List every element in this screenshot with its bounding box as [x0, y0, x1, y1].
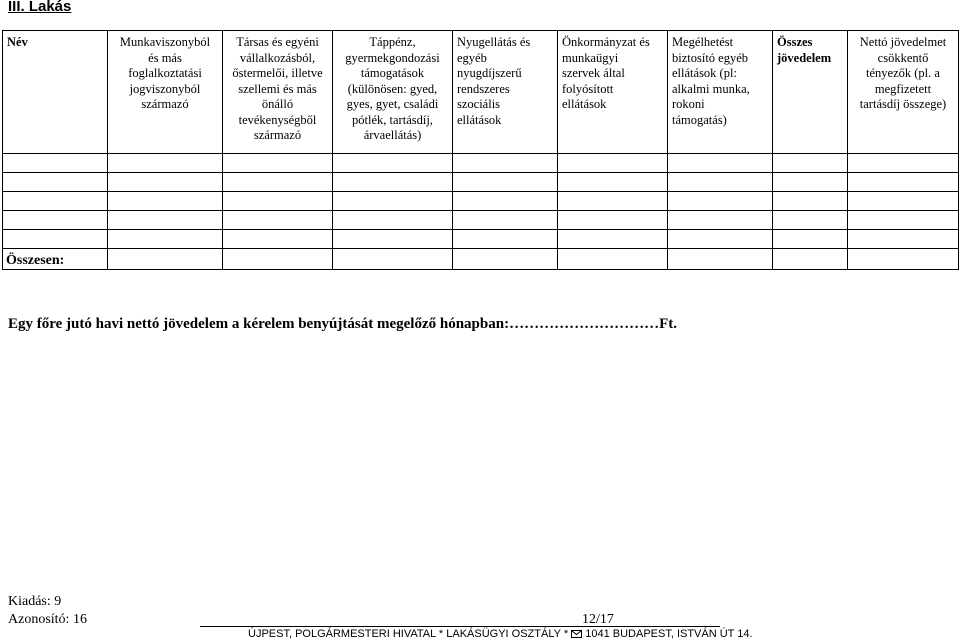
table-cell[interactable]: [558, 192, 668, 211]
header-line: szellemi és más: [238, 81, 317, 96]
total-cell[interactable]: [558, 249, 668, 270]
table-cell[interactable]: [333, 154, 453, 173]
header-line: támogatások: [360, 66, 425, 80]
header-line: rendszeres: [457, 81, 510, 96]
table-cell[interactable]: [223, 154, 333, 173]
table-cell[interactable]: [848, 154, 959, 173]
col-header-deductions: [848, 31, 959, 154]
table-cell[interactable]: [773, 173, 848, 192]
table-cell[interactable]: [333, 230, 453, 249]
table-cell[interactable]: [453, 192, 558, 211]
footer-office: [248, 628, 753, 640]
header-line: Önkormányzat és: [562, 35, 650, 49]
header-line: tevékenységből: [238, 112, 317, 127]
table-cell[interactable]: [558, 154, 668, 173]
table-cell[interactable]: [453, 154, 558, 173]
header-line: Táppénz,: [369, 35, 416, 49]
header-line: jövedelem: [777, 50, 832, 65]
total-cell[interactable]: [773, 249, 848, 270]
issue-number: Kiadás: 9: [8, 594, 62, 609]
header-line: egyéb: [457, 50, 487, 65]
table-cell[interactable]: [668, 230, 773, 249]
header-line: pótlék, tartásdíj,: [352, 112, 433, 127]
table-cell[interactable]: [333, 173, 453, 192]
footer-divider: [200, 626, 720, 627]
table-cell[interactable]: [668, 211, 773, 230]
header-line: Megélhetést: [672, 35, 734, 49]
header-line: biztosító egyéb: [672, 50, 749, 65]
table-cell[interactable]: [773, 211, 848, 230]
table-cell[interactable]: [3, 154, 108, 173]
table-cell[interactable]: [668, 192, 773, 211]
table-row: [3, 230, 959, 249]
col-header-enterprise: [223, 31, 333, 154]
header-line: Név: [7, 35, 28, 49]
table-cell[interactable]: [108, 230, 223, 249]
table-cell[interactable]: [848, 192, 959, 211]
total-cell[interactable]: [108, 249, 223, 270]
table-row: [3, 211, 959, 230]
header-line: foglalkoztatási: [128, 66, 202, 80]
total-cell[interactable]: [223, 249, 333, 270]
footer-address: 1041 BUDAPEST, ISTVÁN ÚT 14.: [585, 628, 753, 640]
header-line: nyugdíjszerű: [457, 66, 522, 80]
header-line: támogatás): [672, 112, 727, 127]
table-row: [3, 192, 959, 211]
section-title: III. Lakás: [8, 0, 72, 15]
header-line: Összes: [777, 35, 813, 49]
header-line: munkaügyi: [562, 50, 619, 65]
table-cell[interactable]: [848, 230, 959, 249]
header-line: rokoni: [672, 97, 705, 111]
col-header-other-support: [668, 31, 773, 154]
table-cell[interactable]: [558, 211, 668, 230]
header-line: és más: [148, 50, 182, 65]
header-line: önálló: [261, 97, 294, 111]
table-row: [3, 173, 959, 192]
table-cell[interactable]: [558, 230, 668, 249]
table-cell[interactable]: [668, 154, 773, 173]
page-number: 12/17: [582, 612, 614, 627]
table-cell[interactable]: [3, 211, 108, 230]
per-capita-income-line: Egy főre jutó havi nettó jövedelem a kérelem benyújtását megelőző hónapban:…………………………Ft.: [8, 316, 677, 332]
table-cell[interactable]: [3, 173, 108, 192]
header-line: Nyugellátás és: [457, 35, 531, 49]
header-line: szervek által: [562, 66, 625, 80]
footer-office-text: ÚJPEST, POLGÁRMESTERI HIVATAL * LAKÁSÜGYI OSZTÁLY *: [248, 628, 569, 640]
header-line: őstermelői, illetve: [232, 66, 323, 80]
table-cell[interactable]: [558, 173, 668, 192]
table-header-row: [3, 31, 959, 154]
col-header-employment: [108, 31, 223, 154]
total-label: Összesen:: [3, 249, 108, 270]
table-cell[interactable]: [223, 230, 333, 249]
table-cell[interactable]: [108, 154, 223, 173]
header-line: gyermekgondozási: [345, 50, 440, 65]
table-cell[interactable]: [453, 211, 558, 230]
table-row: [3, 154, 959, 173]
total-row: [3, 249, 959, 270]
table-cell[interactable]: [453, 173, 558, 192]
document-identifier: Azonosító: 16: [8, 612, 87, 627]
table-cell[interactable]: [3, 230, 108, 249]
total-cell[interactable]: [453, 249, 558, 270]
header-line: árvaellátás): [363, 128, 422, 142]
table-cell[interactable]: [3, 192, 108, 211]
col-header-sick-pay: [333, 31, 453, 154]
table-cell[interactable]: [333, 192, 453, 211]
income-table: [2, 30, 959, 270]
header-line: jogviszonyból: [129, 81, 201, 96]
table-cell[interactable]: [668, 173, 773, 192]
table-cell[interactable]: [223, 173, 333, 192]
header-line: szociális: [457, 97, 501, 111]
header-line: megfizetett: [874, 81, 932, 96]
table-cell[interactable]: [223, 192, 333, 211]
table-cell[interactable]: [108, 192, 223, 211]
header-line: (különösen: gyed,: [347, 81, 438, 96]
header-line: ellátások: [562, 97, 607, 111]
table-cell[interactable]: [773, 154, 848, 173]
total-cell[interactable]: [668, 249, 773, 270]
col-header-municipal: [558, 31, 668, 154]
table-cell[interactable]: [773, 230, 848, 249]
header-line: ellátások: [457, 112, 502, 127]
header-line: alkalmi munka,: [672, 81, 750, 96]
col-header-pension: [453, 31, 558, 154]
header-line: Munkaviszonyból: [119, 35, 211, 49]
table-cell[interactable]: [773, 192, 848, 211]
col-header-name: [3, 31, 108, 154]
header-line: származó: [253, 128, 302, 142]
header-line: csökkentő: [877, 50, 929, 65]
col-header-total-income: [773, 31, 848, 154]
header-line: folyósított: [562, 81, 614, 96]
total-cell[interactable]: [848, 249, 959, 270]
table-cell[interactable]: [848, 211, 959, 230]
envelope-icon: [571, 630, 582, 638]
table-cell[interactable]: [848, 173, 959, 192]
header-line: Társas és egyéni: [236, 35, 319, 49]
header-line: gyes, gyet, családi: [346, 97, 439, 111]
header-line: Nettó jövedelmet: [859, 35, 947, 49]
header-line: származó: [141, 97, 189, 111]
table-cell[interactable]: [223, 211, 333, 230]
table-cell[interactable]: [333, 211, 453, 230]
header-line: vállalkozásból,: [239, 50, 316, 65]
table-cell[interactable]: [453, 230, 558, 249]
table-cell[interactable]: [108, 173, 223, 192]
table-cell[interactable]: [108, 211, 223, 230]
header-line: tartásdíj összege): [859, 97, 947, 111]
header-line: tényezők (pl. a: [866, 66, 940, 80]
header-line: ellátások (pl:: [672, 66, 737, 80]
total-cell[interactable]: [333, 249, 453, 270]
